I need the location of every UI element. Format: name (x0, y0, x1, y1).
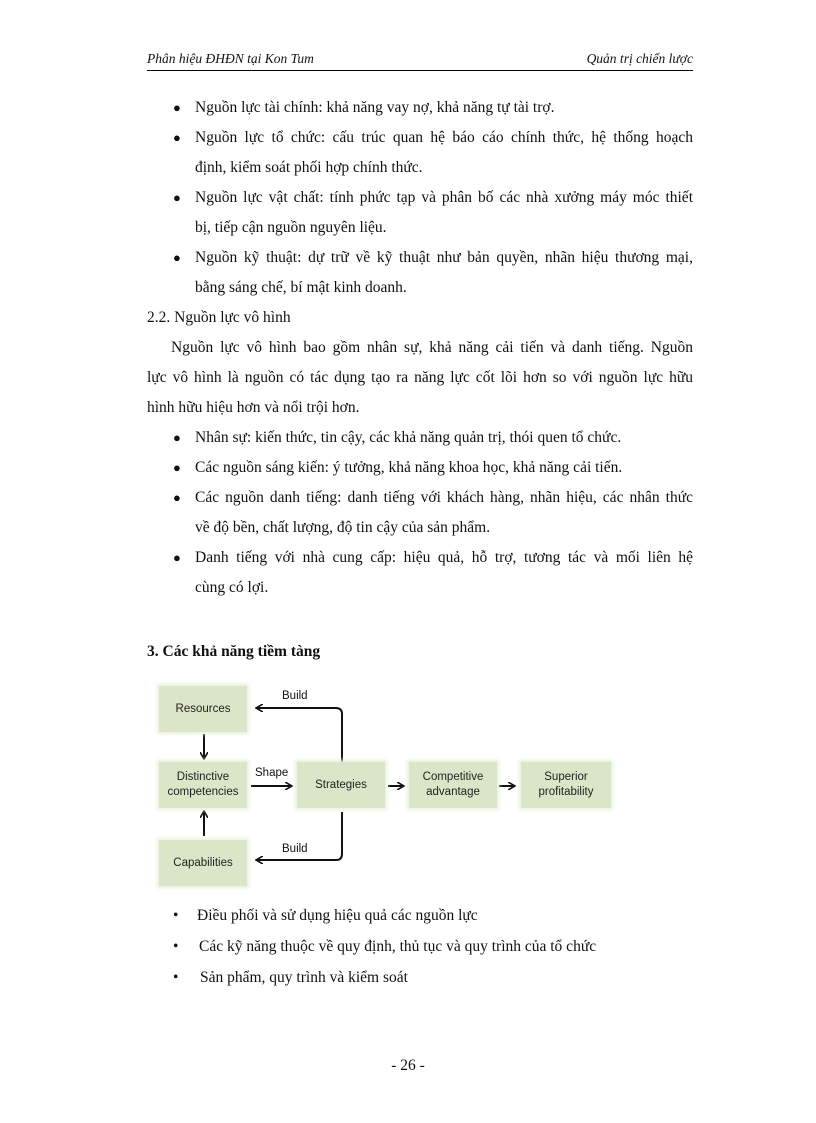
competitive-label-line1: Competitive (422, 771, 484, 783)
competitive-label-line2: advantage (426, 786, 480, 798)
bullet-item (147, 483, 693, 513)
bullet-dot-icon: ● (173, 250, 181, 265)
subheading: 2.2. Nguồn lực vô hình (147, 309, 291, 326)
resources-box (159, 686, 247, 732)
bullet-dot-icon: ● (173, 490, 181, 505)
bullet-dot-icon: ● (173, 100, 181, 115)
bullet-dot-icon: • (173, 969, 179, 986)
bullet-text: Nguồn lực vật chất: tính phức tạp và phân bố các nhà xưởng máy móc thiết (195, 189, 693, 206)
bullet-continuation: về độ bền, chất lượng, độ tin cậy của sản phẩm. (195, 519, 491, 536)
resources-label: Resources (175, 702, 231, 715)
bullet-item (147, 93, 693, 123)
bullet-item (147, 900, 693, 931)
capabilities-label: Capabilities (173, 856, 233, 869)
competitive-advantage-box (409, 762, 497, 808)
bullet-text: Các nguồn sáng kiến: ý tưởng, khả năng khoa học, khả năng cải tiến. (195, 459, 623, 476)
page-number: - 26 - (391, 1057, 425, 1074)
bullet-dot-icon: ● (173, 190, 181, 205)
superior-label-line1: Superior (544, 771, 588, 783)
bullet-item (147, 423, 693, 453)
build-bottom-label: Build (282, 843, 308, 855)
bullet-dot-icon: • (173, 907, 179, 924)
bullet-dot-icon: • (173, 938, 179, 955)
shape-label: Shape (255, 767, 289, 779)
bullet-continuation: bị, tiếp cận nguồn nguyên liệu. (195, 219, 387, 236)
bullet-text: Sản phẩm, quy trình và kiểm soát (200, 969, 408, 986)
bullet-text: Nguồn kỹ thuật: dự trữ về kỹ thuật như bản quyền, nhãn hiệu thương mại, (195, 249, 693, 266)
bullet-item (147, 543, 693, 573)
page-header (147, 48, 693, 71)
bullet-text: Danh tiếng với nhà cung cấp: hiệu quả, hỗ trợ, tương tác và mối liên hệ (195, 549, 693, 566)
bullet-item (147, 183, 693, 213)
paragraph-line: Nguồn lực vô hình bao gồm nhân sự, khả năng cải tiến và danh tiếng. Nguồn (171, 339, 693, 356)
capabilities-box (159, 840, 247, 886)
strategies-box (297, 762, 385, 808)
bottom-bullet-list (147, 900, 693, 993)
bullet-dot-icon: ● (173, 460, 181, 475)
header-right-text: Quản trị chiến lược (586, 51, 693, 66)
bullet-item (147, 931, 693, 962)
bullet-item (147, 962, 693, 993)
distinctive-label-line1: Distinctive (176, 771, 230, 783)
bullet-text: Nguồn lực tài chính: khả năng vay nợ, khả năng tự tài trợ. (195, 99, 555, 116)
bullet-continuation: bằng sáng chế, bí mật kinh doanh. (195, 279, 407, 296)
bullet-text: Các nguồn danh tiếng: danh tiếng với khách hàng, nhãn hiệu, các nhân thức (195, 489, 693, 506)
bullet-dot-icon: ● (173, 130, 181, 145)
bullet-continuation: định, kiểm soát phối hợp chính thức. (195, 159, 423, 176)
bullet-item (147, 453, 693, 483)
superior-label-line2: profitability (538, 786, 594, 798)
superior-profitability-box (521, 762, 611, 808)
bullet-item (147, 123, 693, 153)
bullet-text: Nhân sự: kiến thức, tin cậy, các khả năng quản trị, thói quen tổ chức. (195, 429, 622, 446)
distinctive-competencies-box (159, 762, 247, 808)
build-top-label: Build (282, 690, 308, 702)
header-left-text: Phân hiệu ĐHĐN tại Kon Tum (147, 51, 314, 66)
distinctive-label-line2: competencies (167, 786, 239, 798)
bullet-text: Nguồn lực tổ chức: cấu trúc quan hệ báo cáo chính thức, hệ thống hoạch (195, 129, 693, 146)
bullet-text: Điều phối và sử dụng hiệu quả các nguồn lực (197, 907, 478, 924)
section-title: 3. Các khả năng tiềm tàng (147, 643, 321, 660)
bullet-dot-icon: ● (173, 550, 181, 565)
capabilities-diagram (147, 678, 617, 892)
bullet-continuation: cùng có lợi. (195, 579, 269, 596)
build-top-arrow (257, 708, 342, 766)
strategies-label: Strategies (315, 778, 367, 791)
bullet-dot-icon: ● (173, 430, 181, 445)
paragraph-line: hình hữu hiệu hơn và nổi trội hơn. (147, 399, 360, 416)
bullet-text: Các kỹ năng thuộc về quy định, thủ tục và quy trình của tổ chức (199, 938, 597, 955)
bullet-item (147, 243, 693, 273)
body-text (147, 93, 693, 603)
paragraph-line: lực vô hình là nguồn có tác dụng tạo ra năng lực cốt lõi hơn so với nguồn lực hữu (147, 369, 693, 386)
